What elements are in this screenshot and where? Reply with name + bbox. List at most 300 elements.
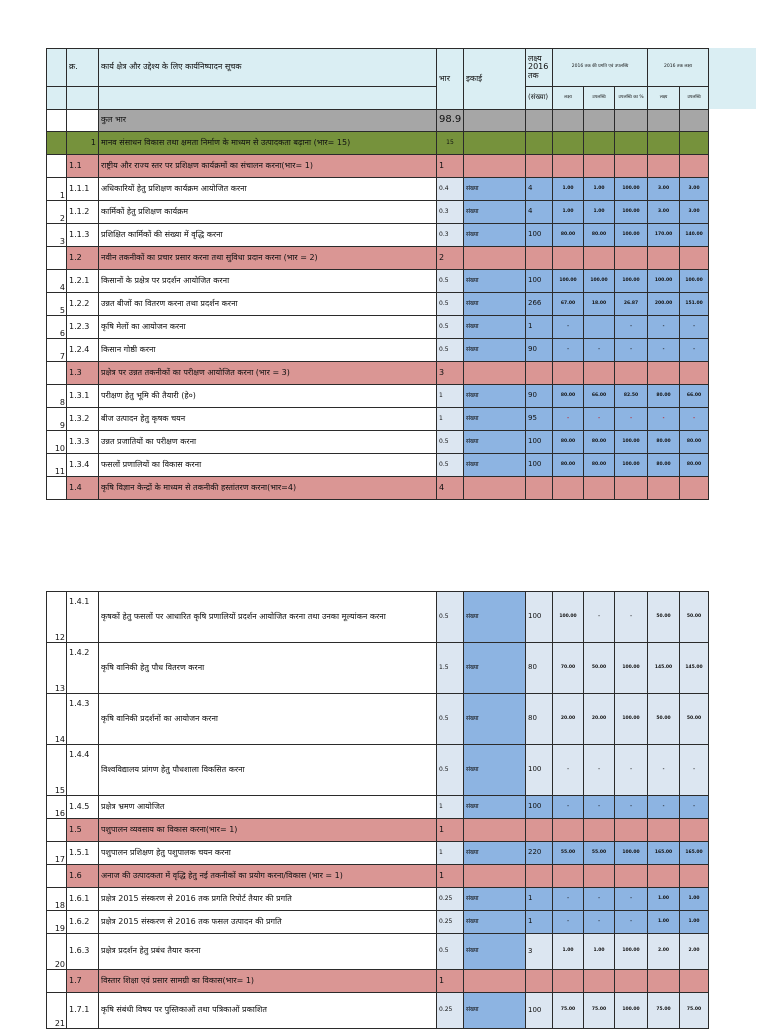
row-label: कृषि वानिकी प्रदर्शनों का आयोजन करना [99,694,437,745]
row-serial: 3 [47,224,67,247]
row-value-e: 145.00 [680,643,709,694]
header-sub-achievement: उपलब्धि [584,87,615,110]
row-serial: 4 [47,270,67,293]
section-cell [680,132,709,155]
row-value-c: 100.00 [615,934,648,970]
group-cell [553,362,584,385]
row-value-e: 50.00 [680,592,709,643]
row-target: 100 [526,745,553,796]
row-value-e: 140.00 [680,224,709,247]
group-weight: 1 [437,970,464,993]
group-cell [615,477,648,500]
row-target: 4 [526,178,553,201]
row-value-a: 100.00 [553,592,584,643]
table-row [47,385,709,408]
row-value-b: - [584,408,615,431]
row-value-a: 70.00 [553,643,584,694]
row-value-a: - [553,339,584,362]
row-unit: संख्या [464,911,526,934]
section-cell [553,132,584,155]
table-row [47,911,709,934]
table-row [47,408,709,431]
row-value-b: 55.00 [584,842,615,865]
row-serial: 16 [47,796,67,819]
group-cell [680,477,709,500]
row-code: 1.6.2 [67,911,99,934]
row-weight: 0.5 [437,339,464,362]
row-code: 1.4.3 [67,694,99,745]
header-sub-target-2: लक्ष्य [648,87,680,110]
row-unit: संख्या [464,694,526,745]
header-col-description: कार्य क्षेत्र और उद्देश्य के लिए कार्यनिष्पादन सूचक [99,49,437,87]
row-unit: संख्या [464,339,526,362]
group-cell [553,819,584,842]
group-cell [680,970,709,993]
total-cell [526,110,553,132]
row-value-e: 66.00 [680,385,709,408]
group-cell [584,970,615,993]
row-weight: 0.5 [437,454,464,477]
row-weight: 0.5 [437,293,464,316]
row-unit: संख्या [464,408,526,431]
row-value-c: 100.00 [615,224,648,247]
row-value-b: 80.00 [584,431,615,454]
group-cell [648,155,680,178]
row-blank [47,155,67,178]
row-target: 90 [526,385,553,408]
row-value-c: 100.00 [615,431,648,454]
group-code: 1.5 [67,819,99,842]
row-value-e: 2.00 [680,934,709,970]
group-code: 1.2 [67,247,99,270]
row-label: कृषि वानिकी हेतु पौध वितरण करना [99,643,437,694]
section-cell [464,132,526,155]
row-serial: 19 [47,911,67,934]
row-blank [47,247,67,270]
row-weight: 1.5 [437,643,464,694]
table-row [47,745,709,796]
group-row [47,247,709,270]
row-value-e: 1.00 [680,911,709,934]
row-target: 100 [526,454,553,477]
row-value-d: 50.00 [648,592,680,643]
table-row [47,888,709,911]
section-cell [526,132,553,155]
row-blank [47,970,67,993]
row-value-c: - [615,888,648,911]
total-cell [648,110,680,132]
row-value-c: 100.00 [615,454,648,477]
row-weight: 0.5 [437,745,464,796]
total-blank [47,110,67,132]
group-label: पशुपालन व्यवसाय का विकास करना(भार= 1) [99,819,437,842]
row-value-d: 2.00 [648,934,680,970]
group-cell [553,865,584,888]
row-value-e: 80.00 [680,454,709,477]
group-cell [526,362,553,385]
header-sub-percent: उपलब्धि का % [615,87,648,110]
row-serial: 6 [47,316,67,339]
table-row [47,339,709,362]
row-code: 1.3.1 [67,385,99,408]
row-code: 1.3.4 [67,454,99,477]
row-unit: संख्या [464,745,526,796]
row-weight: 0.5 [437,270,464,293]
row-value-c: 26.87 [615,293,648,316]
section-cell [648,132,680,155]
row-code: 1.4.2 [67,643,99,694]
row-value-e: 80.00 [680,431,709,454]
total-cell [553,110,584,132]
group-weight: 4 [437,477,464,500]
row-code: 1.6.3 [67,934,99,970]
row-value-a: 67.00 [553,293,584,316]
row-label: बीज उत्पादन हेतु कृषक चयन [99,408,437,431]
row-target: 80 [526,694,553,745]
row-weight: 0.25 [437,993,464,1029]
row-blank [47,477,67,500]
header-col-target: लक्ष्य 2016 तक [526,49,553,87]
group-cell [648,362,680,385]
row-target: 95 [526,408,553,431]
row-value-a: - [553,408,584,431]
group-code: 1.4 [67,477,99,500]
group-cell [553,477,584,500]
row-serial: 13 [47,643,67,694]
table-row [47,431,709,454]
row-value-a: 80.00 [553,431,584,454]
group-cell [526,477,553,500]
row-target: 100 [526,224,553,247]
group-cell [464,970,526,993]
row-serial: 8 [47,385,67,408]
row-serial: 14 [47,694,67,745]
row-target: 3 [526,934,553,970]
group-cell [553,970,584,993]
row-value-b: - [584,796,615,819]
row-label: पशुपालन प्रशिक्षण हेतु पशुपालक चयन करना [99,842,437,865]
row-code: 1.1.2 [67,201,99,224]
group-cell [526,819,553,842]
table-row [47,796,709,819]
group-cell [464,477,526,500]
row-weight: 1 [437,408,464,431]
row-value-d: 200.00 [648,293,680,316]
group-row [47,865,709,888]
row-label: प्रक्षेत्र प्रदर्शन हेतु प्रबंध तैयार करना [99,934,437,970]
row-value-a: 20.00 [553,694,584,745]
row-value-e: 151.00 [680,293,709,316]
total-cell [464,110,526,132]
row-value-b: 100.00 [584,270,615,293]
row-target: 100 [526,270,553,293]
row-value-d: 145.00 [648,643,680,694]
row-value-b: - [584,888,615,911]
row-serial: 11 [47,454,67,477]
group-label: राष्ट्रीय और राज्य स्तर पर प्रशिक्षण कार्यक्रमों का संचालन करना(भार= 1) [99,155,437,178]
row-unit: संख्या [464,934,526,970]
row-code: 1.2.4 [67,339,99,362]
row-value-d: 50.00 [648,694,680,745]
row-value-c: 82.50 [615,385,648,408]
group-cell [464,865,526,888]
group-cell [648,970,680,993]
row-value-c: - [615,796,648,819]
row-value-c: - [615,316,648,339]
row-value-b: 20.00 [584,694,615,745]
group-cell [553,247,584,270]
row-value-b: - [584,745,615,796]
table-row [47,842,709,865]
group-cell [615,155,648,178]
row-value-d: 75.00 [648,993,680,1029]
total-label: कुल भार [99,110,437,132]
group-cell [584,865,615,888]
row-code: 1.2.3 [67,316,99,339]
row-code: 1.2.2 [67,293,99,316]
row-label: परीक्षण हेतु भूमि की तैयारी (हे०) [99,385,437,408]
row-value-e: 3.00 [680,201,709,224]
sheet-table-top [46,48,709,500]
table-row [47,270,709,293]
row-value-e: - [680,745,709,796]
row-value-e: - [680,316,709,339]
header-blank [47,49,67,87]
row-label: कृषि मेलों का आयोजन करना [99,316,437,339]
row-value-a: 80.00 [553,224,584,247]
row-value-b: - [584,911,615,934]
row-unit: संख्या [464,842,526,865]
group-cell [464,819,526,842]
group-cell [680,155,709,178]
row-weight: 0.3 [437,201,464,224]
header-overflow-cell [708,48,756,109]
total-weight: 98.9 [437,110,464,132]
row-code: 1.2.1 [67,270,99,293]
row-unit: संख्या [464,431,526,454]
row-unit: संख्या [464,270,526,293]
row-value-a: 55.00 [553,842,584,865]
row-value-b: 66.00 [584,385,615,408]
row-target: 100 [526,993,553,1029]
row-weight: 0.3 [437,224,464,247]
row-blank [47,362,67,385]
table-row [47,643,709,694]
row-weight: 0.5 [437,592,464,643]
row-serial: 21 [47,993,67,1029]
row-value-e: - [680,408,709,431]
group-cell [584,819,615,842]
row-code: 1.4.4 [67,745,99,796]
section-cell [584,132,615,155]
group-weight: 2 [437,247,464,270]
group-code: 1.7 [67,970,99,993]
row-value-e: - [680,339,709,362]
row-value-b: 75.00 [584,993,615,1029]
row-value-d: - [648,316,680,339]
row-target: 80 [526,643,553,694]
row-label: कृषकों हेतु फसलों पर आधारित कृषि प्रणालियों प्रदर्शन आयोजित करना तथा उनका मूल्यांकन करना [99,592,437,643]
row-value-d: 3.00 [648,178,680,201]
row-value-c: 100.00 [615,842,648,865]
row-weight: 0.5 [437,431,464,454]
row-serial: 18 [47,888,67,911]
group-cell [584,155,615,178]
row-value-a: 100.00 [553,270,584,293]
header-target-group: 2016 तक लक्ष्य [648,49,709,87]
row-weight: 0.5 [437,316,464,339]
row-value-c: 100.00 [615,694,648,745]
row-value-d: 80.00 [648,454,680,477]
row-serial: 17 [47,842,67,865]
group-cell [526,155,553,178]
row-value-e: 75.00 [680,993,709,1029]
header-col-no: क्र. [67,49,99,87]
row-serial: 9 [47,408,67,431]
row-weight: 0.5 [437,934,464,970]
row-value-c: - [615,408,648,431]
row-label: अधिकारियों हेतु प्रशिक्षण कार्यक्रम आयोजित करना [99,178,437,201]
group-label: नवीन तकनीकों का प्रचार प्रसार करना तथा सुविधा प्रदान करना (भार = 2) [99,247,437,270]
group-row [47,362,709,385]
row-label: प्रक्षेत्र 2015 संस्करण से 2016 तक फसल उत्पादन की प्रगति [99,911,437,934]
row-value-c: - [615,911,648,934]
row-weight: 0.25 [437,888,464,911]
group-cell [648,477,680,500]
group-cell [680,819,709,842]
group-cell [526,970,553,993]
row-target: 1 [526,316,553,339]
row-value-d: - [648,745,680,796]
row-unit: संख्या [464,888,526,911]
row-unit: संख्या [464,643,526,694]
header-blank [67,87,99,110]
row-label: किसानों के प्रक्षेत्र पर प्रदर्शन आयोजित करना [99,270,437,293]
row-unit: संख्या [464,592,526,643]
row-value-b: 50.00 [584,643,615,694]
row-target: 100 [526,796,553,819]
group-cell [648,819,680,842]
row-label: उन्नत प्रजातियों का परीक्षण करना [99,431,437,454]
group-row [47,155,709,178]
group-cell [680,247,709,270]
row-value-e: - [680,796,709,819]
row-value-b: 18.00 [584,293,615,316]
row-value-a: 80.00 [553,385,584,408]
row-value-a: - [553,888,584,911]
row-value-d: - [648,408,680,431]
group-cell [553,155,584,178]
table-row [47,454,709,477]
row-code: 1.7.1 [67,993,99,1029]
group-cell [584,477,615,500]
header-progress-group: 2016 तक की प्रगति एवं उपलब्धि [553,49,648,87]
row-label: प्रशिक्षित कार्मिकों की संख्या में वृद्धि करना [99,224,437,247]
group-cell [526,247,553,270]
row-value-c: 100.00 [615,201,648,224]
group-label: अनाज की उत्पादकता में वृद्धि हेतु नई तकनीकों का प्रयोग करना/विकास (भार = 1) [99,865,437,888]
table-row [47,694,709,745]
row-serial: 10 [47,431,67,454]
row-value-c: - [615,592,648,643]
table-row [47,934,709,970]
row-value-b: - [584,592,615,643]
row-value-d: 80.00 [648,431,680,454]
group-cell [464,362,526,385]
table-row [47,201,709,224]
row-blank [47,865,67,888]
group-weight: 3 [437,362,464,385]
row-serial: 1 [47,178,67,201]
table-row [47,224,709,247]
row-serial: 7 [47,339,67,362]
row-label: कार्मिकों हेतु प्रशिक्षण कार्यक्रम [99,201,437,224]
header-col-weight: भार [437,49,464,110]
group-code: 1.6 [67,865,99,888]
group-cell [615,247,648,270]
row-value-b: 1.00 [584,934,615,970]
section-cell [615,132,648,155]
row-value-c: - [615,339,648,362]
row-value-e: 165.00 [680,842,709,865]
row-value-a: 1.00 [553,201,584,224]
group-weight: 1 [437,155,464,178]
group-row [47,477,709,500]
sheet-table-bottom [46,591,709,1029]
header-sub-achievement-2: उपलब्धि [680,87,709,110]
table-row [47,592,709,643]
row-value-b: 80.00 [584,454,615,477]
row-weight: 1 [437,385,464,408]
row-unit: संख्या [464,993,526,1029]
row-unit: संख्या [464,201,526,224]
row-value-e: 50.00 [680,694,709,745]
section-weight: 15 [437,132,464,155]
total-cell [584,110,615,132]
group-cell [584,362,615,385]
row-value-d: - [648,339,680,362]
row-value-d: 3.00 [648,201,680,224]
row-label: विश्वविद्यालय प्रांगण हेतु पौधशाला विकसित करना [99,745,437,796]
row-value-d: - [648,796,680,819]
row-value-a: - [553,745,584,796]
row-blank [47,819,67,842]
row-value-d: 100.00 [648,270,680,293]
row-code: 1.3.3 [67,431,99,454]
row-value-d: 1.00 [648,911,680,934]
header-col-unit: इकाई [464,49,526,110]
row-serial: 2 [47,201,67,224]
row-value-d: 165.00 [648,842,680,865]
row-value-a: - [553,796,584,819]
row-target: 1 [526,888,553,911]
row-code: 1.4.1 [67,592,99,643]
row-label: कृषि संबंधी विषय पर पुस्तिकाओं तथा पत्रिकाओं प्रकाशित [99,993,437,1029]
row-value-a: 75.00 [553,993,584,1029]
section-blank [47,132,67,155]
row-label: प्रक्षेत्र 2015 संस्करण से 2016 तक प्रगति रिपोर्ट तैयार की प्रगति [99,888,437,911]
header-blank [99,87,437,110]
row-target: 100 [526,431,553,454]
total-cell [680,110,709,132]
total-cell [615,110,648,132]
row-unit: संख्या [464,224,526,247]
row-value-a: 1.00 [553,178,584,201]
row-value-a: 1.00 [553,934,584,970]
row-code: 1.3.2 [67,408,99,431]
row-value-e: 100.00 [680,270,709,293]
row-target: 100 [526,592,553,643]
